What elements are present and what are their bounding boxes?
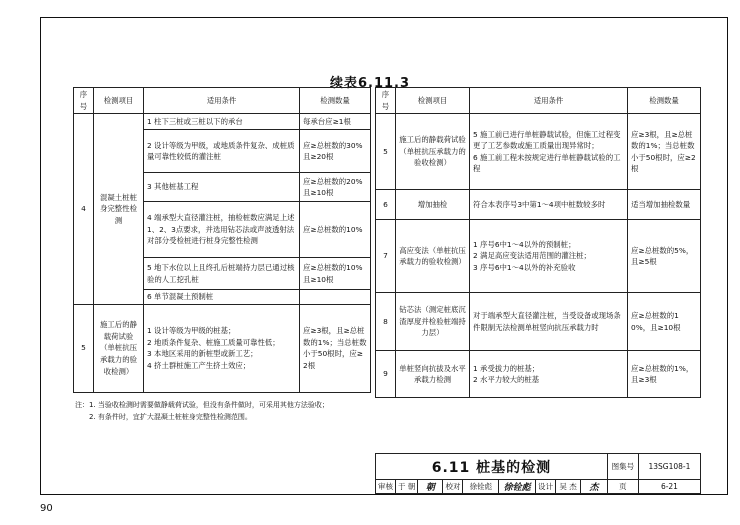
row-no: 9 <box>376 351 396 398</box>
condition-line: 4 挤土群桩施工产生挤土效应； <box>147 360 251 370</box>
condition-line: 5 施工前已进行单桩静载试验，但施工过程变更了工艺参数或施工质量出现异常时； <box>473 129 621 151</box>
review-label: 审核 <box>376 480 396 494</box>
reviewer-signature <box>418 480 443 494</box>
row-condition <box>470 351 628 398</box>
row-condition: 3 其他桩基工程 <box>144 173 300 202</box>
row-item: 单桩竖向抗拔及水平承载力检测 <box>396 351 470 398</box>
atlas-label: 图集号 <box>607 454 638 480</box>
row-quantity: 每承台应≥1根 <box>300 114 371 130</box>
note-line: 2. 有条件时，宜扩大混凝土桩桩身完整性检测范围。 <box>89 412 252 421</box>
row-quantity: 应≥总桩数的20%且≥10根 <box>300 173 371 202</box>
left-table <box>73 87 371 393</box>
condition-line: 对于端承型大直径灌注桩，当受设备或现场条件限制无法检测单桩竖向抗压承载力时 <box>473 311 621 332</box>
row-quantity: 应≥总桩数的10%且≥10根 <box>300 258 371 290</box>
note-line: 注：1. 当验收检测时需要做静载荷试验，但没有条件做时，可采用其他方法验收； <box>75 401 329 409</box>
right-table <box>375 87 701 398</box>
row-condition <box>470 293 628 351</box>
condition-line: 3 序号6中1～4以外的补充验收 <box>473 262 576 272</box>
row-condition: 4 端承型大直径灌注桩，抽检桩数应满足上述1、2、3点要求，并选用钻芯法或声波透射法对部分受检桩进行桩身完整性检测 <box>144 202 300 258</box>
header-no: 序号 <box>74 88 94 114</box>
row-condition <box>470 220 628 293</box>
row-item: 增加抽检 <box>396 190 470 220</box>
designer-name: 吴 杰 <box>555 480 580 494</box>
row-no: 5 <box>376 114 396 190</box>
condition-line: 2 地质条件复杂、桩施工质量可靠性低； <box>147 337 280 347</box>
row-quantity: 应≥总桩数的10% <box>300 202 371 258</box>
page-code: 6-21 <box>638 480 700 494</box>
page-number: 90 <box>40 503 53 514</box>
header-quantity: 检测数量 <box>628 88 701 114</box>
condition-line: 6 施工前工程未按规定进行单桩静载试验的工程 <box>473 152 621 174</box>
row-quantity: 应≥总桩数的5%，且≥5根 <box>628 220 701 293</box>
title-block <box>375 453 701 494</box>
checker-signature <box>499 480 536 494</box>
reviewer-name: 于 朝 <box>396 480 418 494</box>
condition-line: 3 本地区采用的新桩型或新工艺； <box>147 349 258 359</box>
table-notes <box>75 400 329 423</box>
table-row <box>74 304 371 392</box>
row-condition <box>470 190 628 220</box>
condition-line: 2 水平力较大的桩基 <box>473 375 540 385</box>
table-header-row <box>376 88 701 114</box>
row-item: 钻芯法（测定桩底沉渣厚度并检验桩端持力层） <box>396 293 470 351</box>
table-row <box>74 114 371 130</box>
condition-line: 1 设计等级为甲级的桩基； <box>147 326 236 336</box>
header-condition: 适用条件 <box>144 88 300 114</box>
atlas-number: 13SG108-1 <box>638 454 700 480</box>
condition-line: 2 满足高应变法适用范围的灌注桩； <box>473 251 591 261</box>
table-title: 续表6.11.3 <box>329 76 411 91</box>
row-quantity: 应≥3根，且≥总桩数的1%；当总桩数小于50根时，应≥2根 <box>300 304 371 392</box>
reviewer-signature-text: 朝 <box>425 483 435 493</box>
row-no: 7 <box>376 220 396 293</box>
table-row <box>376 293 701 351</box>
row-item: 施工后的静载荷试验（单桩抗压承载力的验收检测） <box>396 114 470 190</box>
row-condition: 6 单节混凝土预制桩 <box>144 290 300 305</box>
header-no: 序号 <box>376 88 396 114</box>
row-item: 混凝土桩桩身完整性检测 <box>94 114 144 305</box>
row-quantity: 应≥总桩数的30%且≥20根 <box>300 130 371 173</box>
row-quantity: 应≥总桩数的1%，且≥3根 <box>628 351 701 398</box>
design-label: 设计 <box>535 480 555 494</box>
table-row <box>376 220 701 293</box>
check-label: 校对 <box>443 480 463 494</box>
row-no: 6 <box>376 190 396 220</box>
drawing-title <box>376 454 608 480</box>
header-quantity: 检测数量 <box>300 88 371 114</box>
checker-name: 徐铨彪 <box>463 480 499 494</box>
row-condition: 2 设计等级为甲级，或地质条件复杂、成桩质量可靠性较低的灌注桩 <box>144 130 300 173</box>
header-condition: 适用条件 <box>470 88 628 114</box>
row-quantity: 应≥3根，且≥总桩数的1%；当总桩数小于50根时，应≥2根 <box>628 114 701 190</box>
row-no: 4 <box>74 114 94 305</box>
row-item: 高应变法（单桩抗压承载力的验收检测） <box>396 220 470 293</box>
header-item: 检测项目 <box>94 88 144 114</box>
table-row <box>376 114 701 190</box>
row-quantity: 适当增加抽检数量 <box>628 190 701 220</box>
row-quantity <box>300 290 371 305</box>
designer-signature <box>581 480 608 494</box>
drawing-title-text: 6.11 桩基的检测 <box>431 459 552 476</box>
row-no: 8 <box>376 293 396 351</box>
page-label: 页 <box>607 480 638 494</box>
table-header-row <box>74 88 371 114</box>
table-row <box>376 351 701 398</box>
header-item: 检测项目 <box>396 88 470 114</box>
row-item: 施工后的静载荷试验（单桩抗压承载力的验收检测） <box>94 304 144 392</box>
row-quantity: 应≥总桩数的10%，且≥10根 <box>628 293 701 351</box>
row-no: 5 <box>74 304 94 392</box>
condition-line: 符合本表序号3中第1～4项中桩数较多时 <box>473 199 606 209</box>
table-row <box>376 190 701 220</box>
row-condition: 1 柱下三桩或三桩以下的承台 <box>144 114 300 130</box>
condition-line: 1 序号6中1～4以外的预制桩； <box>473 239 576 249</box>
checker-signature-text: 徐铨彪 <box>503 483 531 493</box>
row-condition <box>470 114 628 190</box>
row-condition: 5 地下水位以上且终孔后桩端持力层已通过核验的人工挖孔桩 <box>144 258 300 290</box>
designer-signature-text: 杰 <box>589 483 599 493</box>
row-condition <box>144 304 300 392</box>
condition-line: 1 承受拔力的桩基； <box>473 363 540 373</box>
